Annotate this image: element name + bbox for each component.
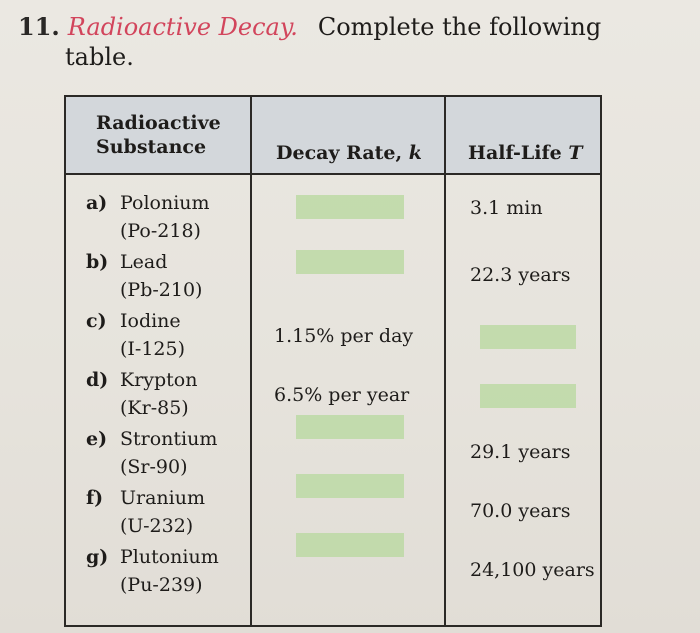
problem-topic: Radioactive Decay. bbox=[67, 13, 298, 41]
problem-instruction-cont: table. bbox=[65, 43, 134, 71]
substance-name: Lead bbox=[120, 251, 168, 273]
decay-rate-answer-box[interactable] bbox=[296, 533, 404, 557]
substance-formula: (I-125) bbox=[120, 338, 186, 360]
table-header bbox=[66, 97, 600, 175]
header-half-life-text: Half-Life bbox=[468, 142, 569, 164]
substance-cell bbox=[86, 189, 210, 245]
problem-number: 11. bbox=[18, 12, 60, 41]
half-life-value: 29.1 years bbox=[470, 441, 571, 463]
problem-instruction: Complete the following bbox=[317, 13, 602, 41]
problem-heading bbox=[18, 12, 658, 72]
substance-name: Krypton bbox=[120, 369, 198, 391]
decay-rate-answer-box[interactable] bbox=[296, 415, 404, 439]
substance-name: Strontium bbox=[120, 428, 218, 450]
row-letter: c) bbox=[86, 310, 107, 332]
header-decay-rate bbox=[276, 141, 422, 165]
substance-name: Iodine bbox=[120, 310, 181, 332]
substance-formula: (Pb-210) bbox=[120, 279, 203, 301]
decay-rate-answer-box[interactable] bbox=[296, 195, 404, 219]
table-row bbox=[66, 248, 600, 307]
substance-formula: (Kr-85) bbox=[120, 397, 189, 419]
header-half-life-var: T bbox=[568, 142, 583, 164]
decay-rate-value: 1.15% per day bbox=[274, 325, 414, 347]
substance-cell bbox=[86, 484, 205, 540]
substance-cell bbox=[86, 425, 217, 481]
substance-formula: (Po-218) bbox=[120, 220, 201, 242]
substance-name: Plutonium bbox=[120, 546, 219, 568]
decay-rate-value: 6.5% per year bbox=[274, 384, 410, 406]
header-half-life bbox=[468, 141, 582, 165]
decay-table bbox=[64, 95, 602, 627]
decay-rate-answer-box[interactable] bbox=[296, 474, 404, 498]
half-life-value: 3.1 min bbox=[470, 197, 543, 219]
table-row bbox=[66, 307, 600, 366]
row-letter: d) bbox=[86, 369, 109, 391]
half-life-value: 22.3 years bbox=[470, 264, 571, 286]
substance-cell bbox=[86, 248, 202, 304]
substance-formula: (Pu-239) bbox=[120, 574, 203, 596]
header-substance bbox=[96, 111, 256, 159]
header-substance-line2: Substance bbox=[96, 136, 207, 158]
row-letter: f) bbox=[86, 487, 104, 509]
row-letter: g) bbox=[86, 546, 109, 568]
header-decay-rate-var: k bbox=[408, 142, 422, 164]
header-decay-rate-text: Decay Rate, bbox=[276, 142, 409, 164]
substance-cell bbox=[86, 307, 185, 363]
half-life-value: 70.0 years bbox=[470, 500, 571, 522]
row-letter: b) bbox=[86, 251, 109, 273]
half-life-answer-box[interactable] bbox=[480, 384, 576, 408]
decay-rate-answer-box[interactable] bbox=[296, 250, 404, 274]
substance-formula: (Sr-90) bbox=[120, 456, 188, 478]
substance-cell bbox=[86, 366, 197, 422]
substance-name: Polonium bbox=[120, 192, 210, 214]
half-life-value: 24,100 years bbox=[470, 559, 595, 581]
table-row bbox=[66, 189, 600, 248]
substance-name: Uranium bbox=[120, 487, 205, 509]
row-letter: a) bbox=[86, 192, 108, 214]
table-row bbox=[66, 543, 600, 602]
row-letter: e) bbox=[86, 428, 108, 450]
half-life-answer-box[interactable] bbox=[480, 325, 576, 349]
header-substance-line1: Radioactive bbox=[96, 112, 221, 134]
substance-formula: (U-232) bbox=[120, 515, 194, 537]
substance-cell bbox=[86, 543, 219, 599]
